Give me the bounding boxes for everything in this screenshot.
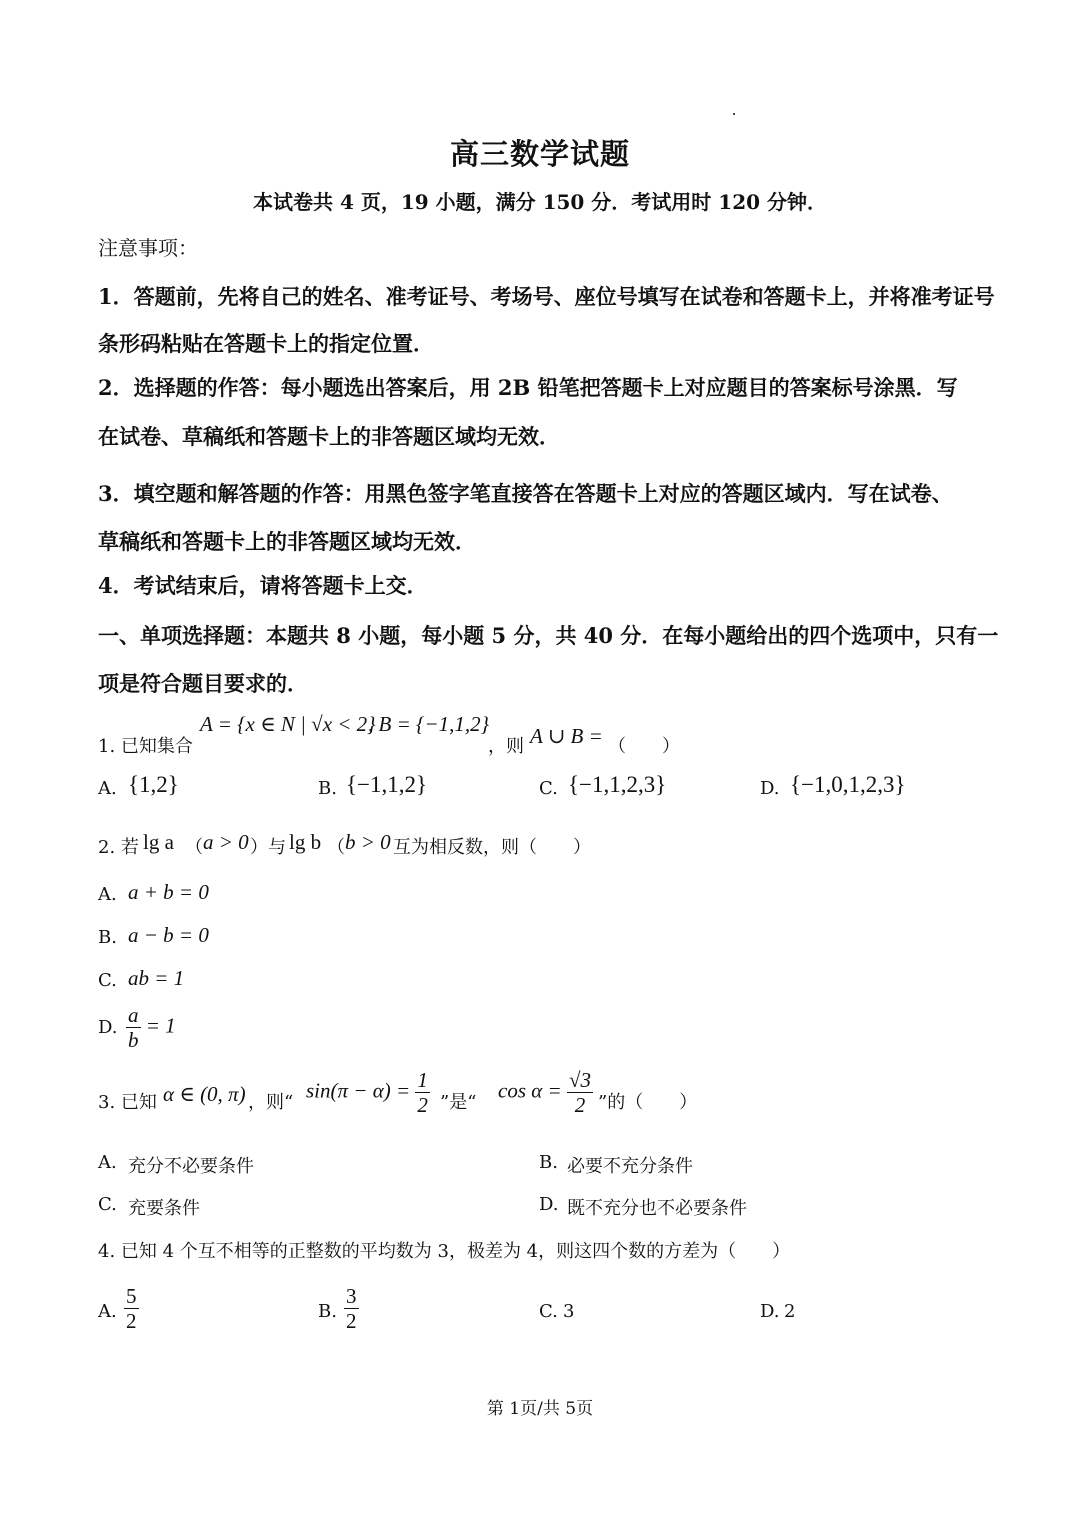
question-2-paren-a-close: ） [250, 837, 268, 858]
question-2-mid: 与 [268, 837, 286, 858]
question-1-paren: （ ） [608, 736, 680, 757]
q2-option-d-label: D. [98, 1017, 118, 1038]
q2-option-c-text: ab = 1 [128, 966, 185, 990]
q4-option-b-fraction [344, 1284, 359, 1333]
question-3-sin-expr: sin(π − α) = [306, 1078, 411, 1103]
note-2-line1: 2．选择题的作答：每小题选出答案后，用 2B 铅笔把答题卡上对应题目的答案标号涂黑．写 [98, 375, 958, 400]
q1-option-a-text: {1,2} [128, 772, 179, 797]
q4-option-a-numerator: 5 [126, 1284, 137, 1308]
q4-option-c-label: C. [539, 1301, 558, 1322]
question-3-sin-denominator: 2 [417, 1093, 428, 1117]
q4-option-d-text: 2 [784, 1301, 796, 1322]
q3-option-b-label: B. [539, 1152, 558, 1173]
page-speck [733, 113, 735, 115]
q3-option-b-text: 必要不充分条件 [567, 1156, 693, 1177]
question-3-sin-numerator: 1 [417, 1068, 428, 1092]
question-2-paren-b-open: （ [327, 837, 345, 858]
section-heading-line2: 项是符合题目要求的． [98, 671, 308, 696]
q2-option-d-rest: = 1 [145, 1013, 176, 1038]
q2-option-b-label: B. [98, 927, 117, 948]
q1-option-d-label: D. [760, 778, 780, 799]
q4-option-a-denominator: 2 [126, 1309, 137, 1333]
q3-option-a-text: 充分不必要条件 [128, 1156, 254, 1177]
page-title: 高三数学试题 [449, 137, 630, 171]
q2-option-a-text: a + b = 0 [128, 880, 209, 904]
page-footer: 第 1页/共 5页 [486, 1399, 594, 1419]
question-2-suffix: 互为相反数，则（ ） [393, 837, 591, 858]
q4-option-b-denominator: 2 [346, 1309, 357, 1333]
question-3-cond: α ∈ (0, π) [163, 1082, 246, 1106]
question-3-cos-numerator: √3 [568, 1068, 591, 1092]
question-1-set-a: A = {x ∈ N | √x < 2} [200, 712, 376, 736]
question-2-paren-a-open: （ [185, 837, 203, 858]
q3-option-d-label: D. [539, 1194, 559, 1215]
question-3-cos-denominator: 2 [574, 1093, 586, 1117]
question-3-suffix: ”的（ ） [598, 1092, 698, 1113]
note-3-line1: 3．填空题和解答题的作答：用黑色签字笔直接答在答题卡上对应的答题区域内．写在试卷、 [98, 481, 953, 506]
q2-option-c-label: C. [98, 970, 117, 991]
question-3-cos-expr: cos α = [498, 1078, 562, 1103]
q3-option-a-label: A. [98, 1152, 117, 1173]
q4-option-c-text: 3 [563, 1301, 575, 1322]
q2-option-d-denominator: b [128, 1028, 139, 1052]
question-2-cond-b: b > 0 [345, 830, 391, 854]
q4-option-a-label: A. [98, 1301, 117, 1322]
question-2-cond-a: a > 0 [203, 830, 249, 854]
note-3-line2: 草稿纸和答题卡上的非答题区域均无效． [98, 529, 476, 554]
question-1-set-b: , B = {−1,1,2} [368, 712, 489, 736]
q1-option-a-label: A. [98, 778, 117, 799]
q3-option-c-text: 充要条件 [128, 1198, 200, 1219]
page-subtitle: 本试卷共 4 页，19 小题，满分 150 分．考试用时 120 分钟． [253, 190, 827, 214]
question-1-mid: ，则 [488, 736, 524, 757]
q1-option-b-label: B. [318, 778, 337, 799]
notes-heading: 注意事项： [98, 236, 198, 260]
section-heading-line1: 一、单项选择题：本题共 8 小题，每小题 5 分，共 40 分．在每小题给出的四个选项中，只有一 [98, 623, 999, 648]
question-2-lgb: lg b [289, 830, 322, 854]
note-4: 4．考试结束后，请将答题卡上交． [98, 573, 428, 598]
question-2-prefix: 2. 若 [98, 837, 139, 858]
question-3-mid2: ”是“ [440, 1092, 477, 1113]
note-1-line1: 1．答题前，先将自己的姓名、准考证号、考场号、座位号填写在试卷和答题卡上，并将准考证号 [98, 284, 995, 309]
q3-option-c-label: C. [98, 1194, 117, 1215]
question-3-prefix: 3. 已知 [98, 1092, 157, 1113]
q1-option-b-text: {−1,1,2} [346, 772, 428, 797]
q1-option-c-text: {−1,1,2,3} [568, 772, 667, 797]
q3-option-d-text: 既不充分也不必要条件 [567, 1198, 747, 1219]
question-3-cos [498, 1068, 593, 1117]
q1-option-c-label: C. [539, 778, 558, 799]
question-4-text: 4. 已知 4 个互不相等的正整数的平均数为 3，极差为 4，则这四个数的方差为（ ） [98, 1241, 791, 1262]
q4-option-b-numerator: 3 [346, 1284, 357, 1308]
question-3-mid1: ，则“ [248, 1092, 294, 1113]
q2-option-d-fraction [126, 1003, 176, 1052]
q2-option-a-label: A. [98, 884, 117, 905]
q2-option-b-text: a − b = 0 [128, 923, 209, 947]
note-1-line2: 条形码粘贴在答题卡上的指定位置． [98, 331, 434, 356]
note-2-line2: 在试卷、草稿纸和答题卡上的非答题区域均无效． [98, 424, 560, 449]
q2-option-d-numerator: a [128, 1003, 139, 1027]
question-3-sin [306, 1068, 430, 1117]
q4-option-a-fraction [124, 1284, 139, 1333]
question-1-prefix: 1. 已知集合 [98, 736, 193, 757]
q1-option-d-text: {−1,0,1,2,3} [790, 772, 906, 797]
question-1-expr: A ∪ B = [530, 724, 603, 748]
q4-option-b-label: B. [318, 1301, 337, 1322]
question-2-lga: lg a [143, 830, 174, 854]
q4-option-d-label: D. [760, 1301, 780, 1322]
